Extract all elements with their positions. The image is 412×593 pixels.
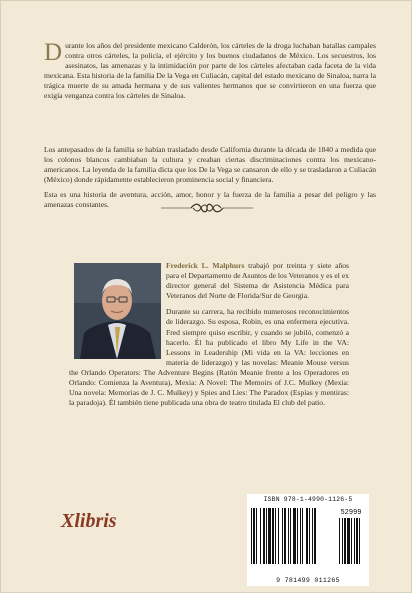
barcode-icon <box>247 506 369 574</box>
synopsis-paragraph-1 <box>44 41 376 102</box>
isbn-line <box>247 496 369 503</box>
author-bio-career: Durante su carrera, ha recibido numerosos reconocimientos de liderazgo. Su esposa, Robin, es una enfermera ejecutiva. Fred siempre quiso escribir, y cuando se jubiló, comenzó a hacerlo. Él ha publicado el libro My Life in the VA: Lessons in Leadership (Mi vida en la VA: lecciones en materia de liderazgo) y las novelas: Meanie Mouse versus the Orlando Operators: The Adventure Begins (Ratón Meanie frente a los Operadores en Orlando: Comienza la Aventura), Mexia: A Novel: The Memoirs of J.C. Mulkey (Mexia: Una novela: Memorias de J. C. Mulkey) y Spies and Lies: The Paradox (Espías y mentiras: la paradoja). Él también tiene publicada una obra de teatro titulada El club del patio. <box>69 307 349 408</box>
photo-spacer <box>69 261 161 359</box>
drop-cap: D <box>44 39 63 66</box>
ornament-divider-icon <box>161 201 253 215</box>
synopsis-text-1: urante los años del presidente mexicano Calderón, los cárteles de la droga luchaban batallas campales contra otros cárteles, la policía, el ejército y los buenos ciudadanos de México. Los secuestros, los asesinatos, las amenazas y la intimidación por parte de los cárteles afectaban cada faceta de la vida mexicana. Esta historia de la familia De la Vega en Culiacán, capital del estado mexicano de Sinaloa, narra la trágica muerte de su amada hermana y de sus valientes hermanos que se convirtieron en una fuerza que exigía venganza contra los cárteles de Sinaloa. <box>44 41 376 101</box>
author-name: Frederick L. Malphurs <box>166 261 245 270</box>
publisher-logo: Xlibris <box>61 510 117 532</box>
price-code: 52999 <box>340 509 362 517</box>
author-bio-intro-text: trabajó por treinta y siete años para el Departamento de Asuntos de los Veteranos y es el ex director general del Sistema de Asistencia Médica para Veteranos del Norte de Florida/Sur de Georgia. <box>166 261 349 301</box>
synopsis-paragraph-3: Esta es una historia de aventura, acción, amor, honor y la fuerza de la familia a pesar del peligro y las amenazas constantes. <box>44 190 376 210</box>
barcode-number: 9 781499 011265 <box>276 577 340 584</box>
synopsis-paragraph-2: Los antepasados de la familia se habían trasladado desde California durante la década de 1840 a medida que los colonos blancos cambiaban la cultura y creaban ciertas discriminaciones contra los mexicano-americanos. La leyenda de la familia dicta que los De la Vega se cansaron de ello y se trasladaron a Culiacán (México) donde rápidamente establecieron prominencia social y financiera. <box>44 145 376 185</box>
author-bio <box>69 261 349 414</box>
barcode-box <box>247 494 369 586</box>
isbn-text: ISBN 978-1-4990-1126-5 <box>263 496 353 503</box>
